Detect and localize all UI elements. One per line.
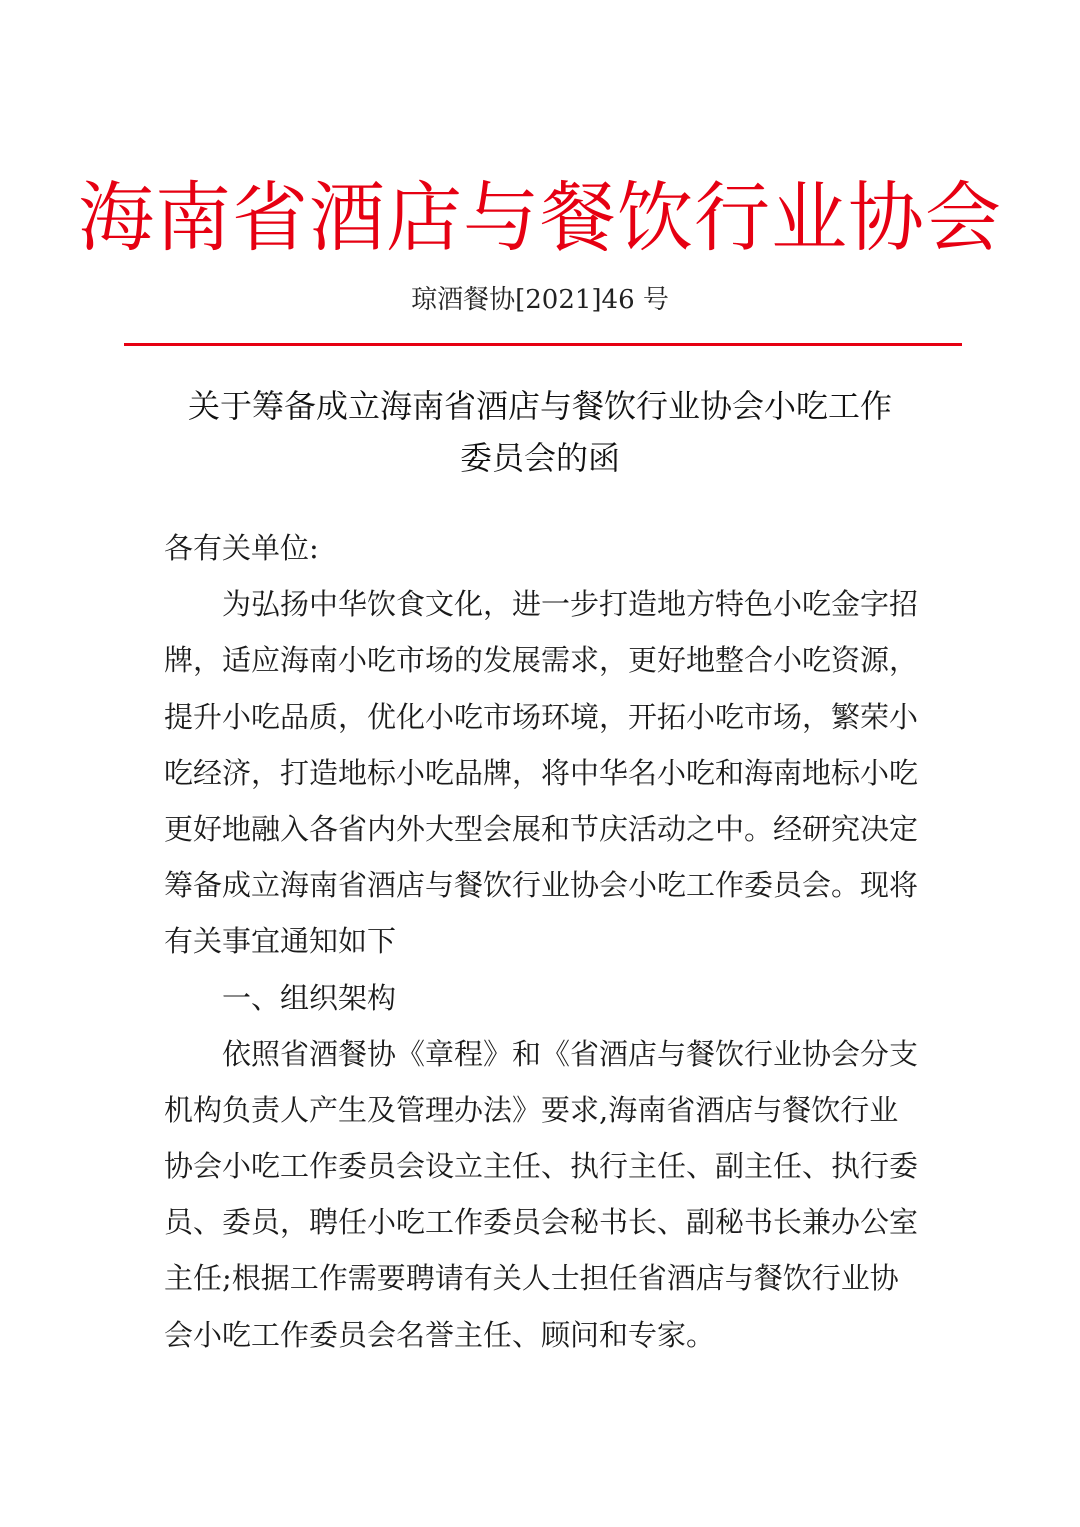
paragraph-line: 牌，适应海南小吃市场的发展需求，更好地整合小吃资源， (164, 643, 919, 678)
header-divider (124, 343, 962, 346)
paragraph-line: 机构负责人产生及管理办法》要求,海南省酒店与餐饮行业 (164, 1092, 899, 1127)
document-subject (0, 380, 1080, 484)
paragraph-line: 筹备成立海南省酒店与餐饮行业协会小吃工作委员会。现将 (164, 868, 919, 903)
paragraph-line: 更好地融入各省内外大型会展和节庆活动之中。经研究决定 (164, 811, 919, 846)
document-body (164, 520, 924, 1363)
paragraph-line: 员、委员，聘任小吃工作委员会秘书长、副秘书长兼办公室 (164, 1205, 919, 1240)
paragraph-line: 提升小吃品质，优化小吃市场环境，开拓小吃市场，繁荣小 (164, 699, 919, 734)
subject-line: 关于筹备成立海南省酒店与餐饮行业协会小吃工作 (187, 387, 892, 425)
issuer-title: 海南省酒店与餐饮行业协会 (78, 173, 1002, 262)
document-number: 琼酒餐协[2021]46 号 (411, 285, 669, 315)
paragraph-line: 吃经济，打造地标小吃品牌，将中华名小吃和海南地标小吃 (164, 755, 919, 790)
subject-line: 委员会的函 (459, 439, 620, 477)
paragraph-line: 为弘扬中华饮食文化，进一步打造地方特色小吃金字招 (222, 587, 919, 622)
paragraph-line: 有关事宜通知如下 (164, 924, 397, 959)
paragraph-line: 主任;根据工作需要聘请有关人士担任省酒店与餐饮行业协 (164, 1261, 899, 1296)
section-heading: 一、组织架构 (222, 980, 397, 1015)
paragraph-line: 协会小吃工作委员会设立主任、执行主任、副主任、执行委 (164, 1149, 919, 1184)
salutation: 各有关单位: (164, 531, 319, 565)
paragraph-line: 依照省酒餐协《章程》和《省酒店与餐饮行业协会分支 (222, 1036, 919, 1071)
paragraph-line: 会小吃工作委员会名誉主任、顾问和专家。 (164, 1317, 716, 1352)
